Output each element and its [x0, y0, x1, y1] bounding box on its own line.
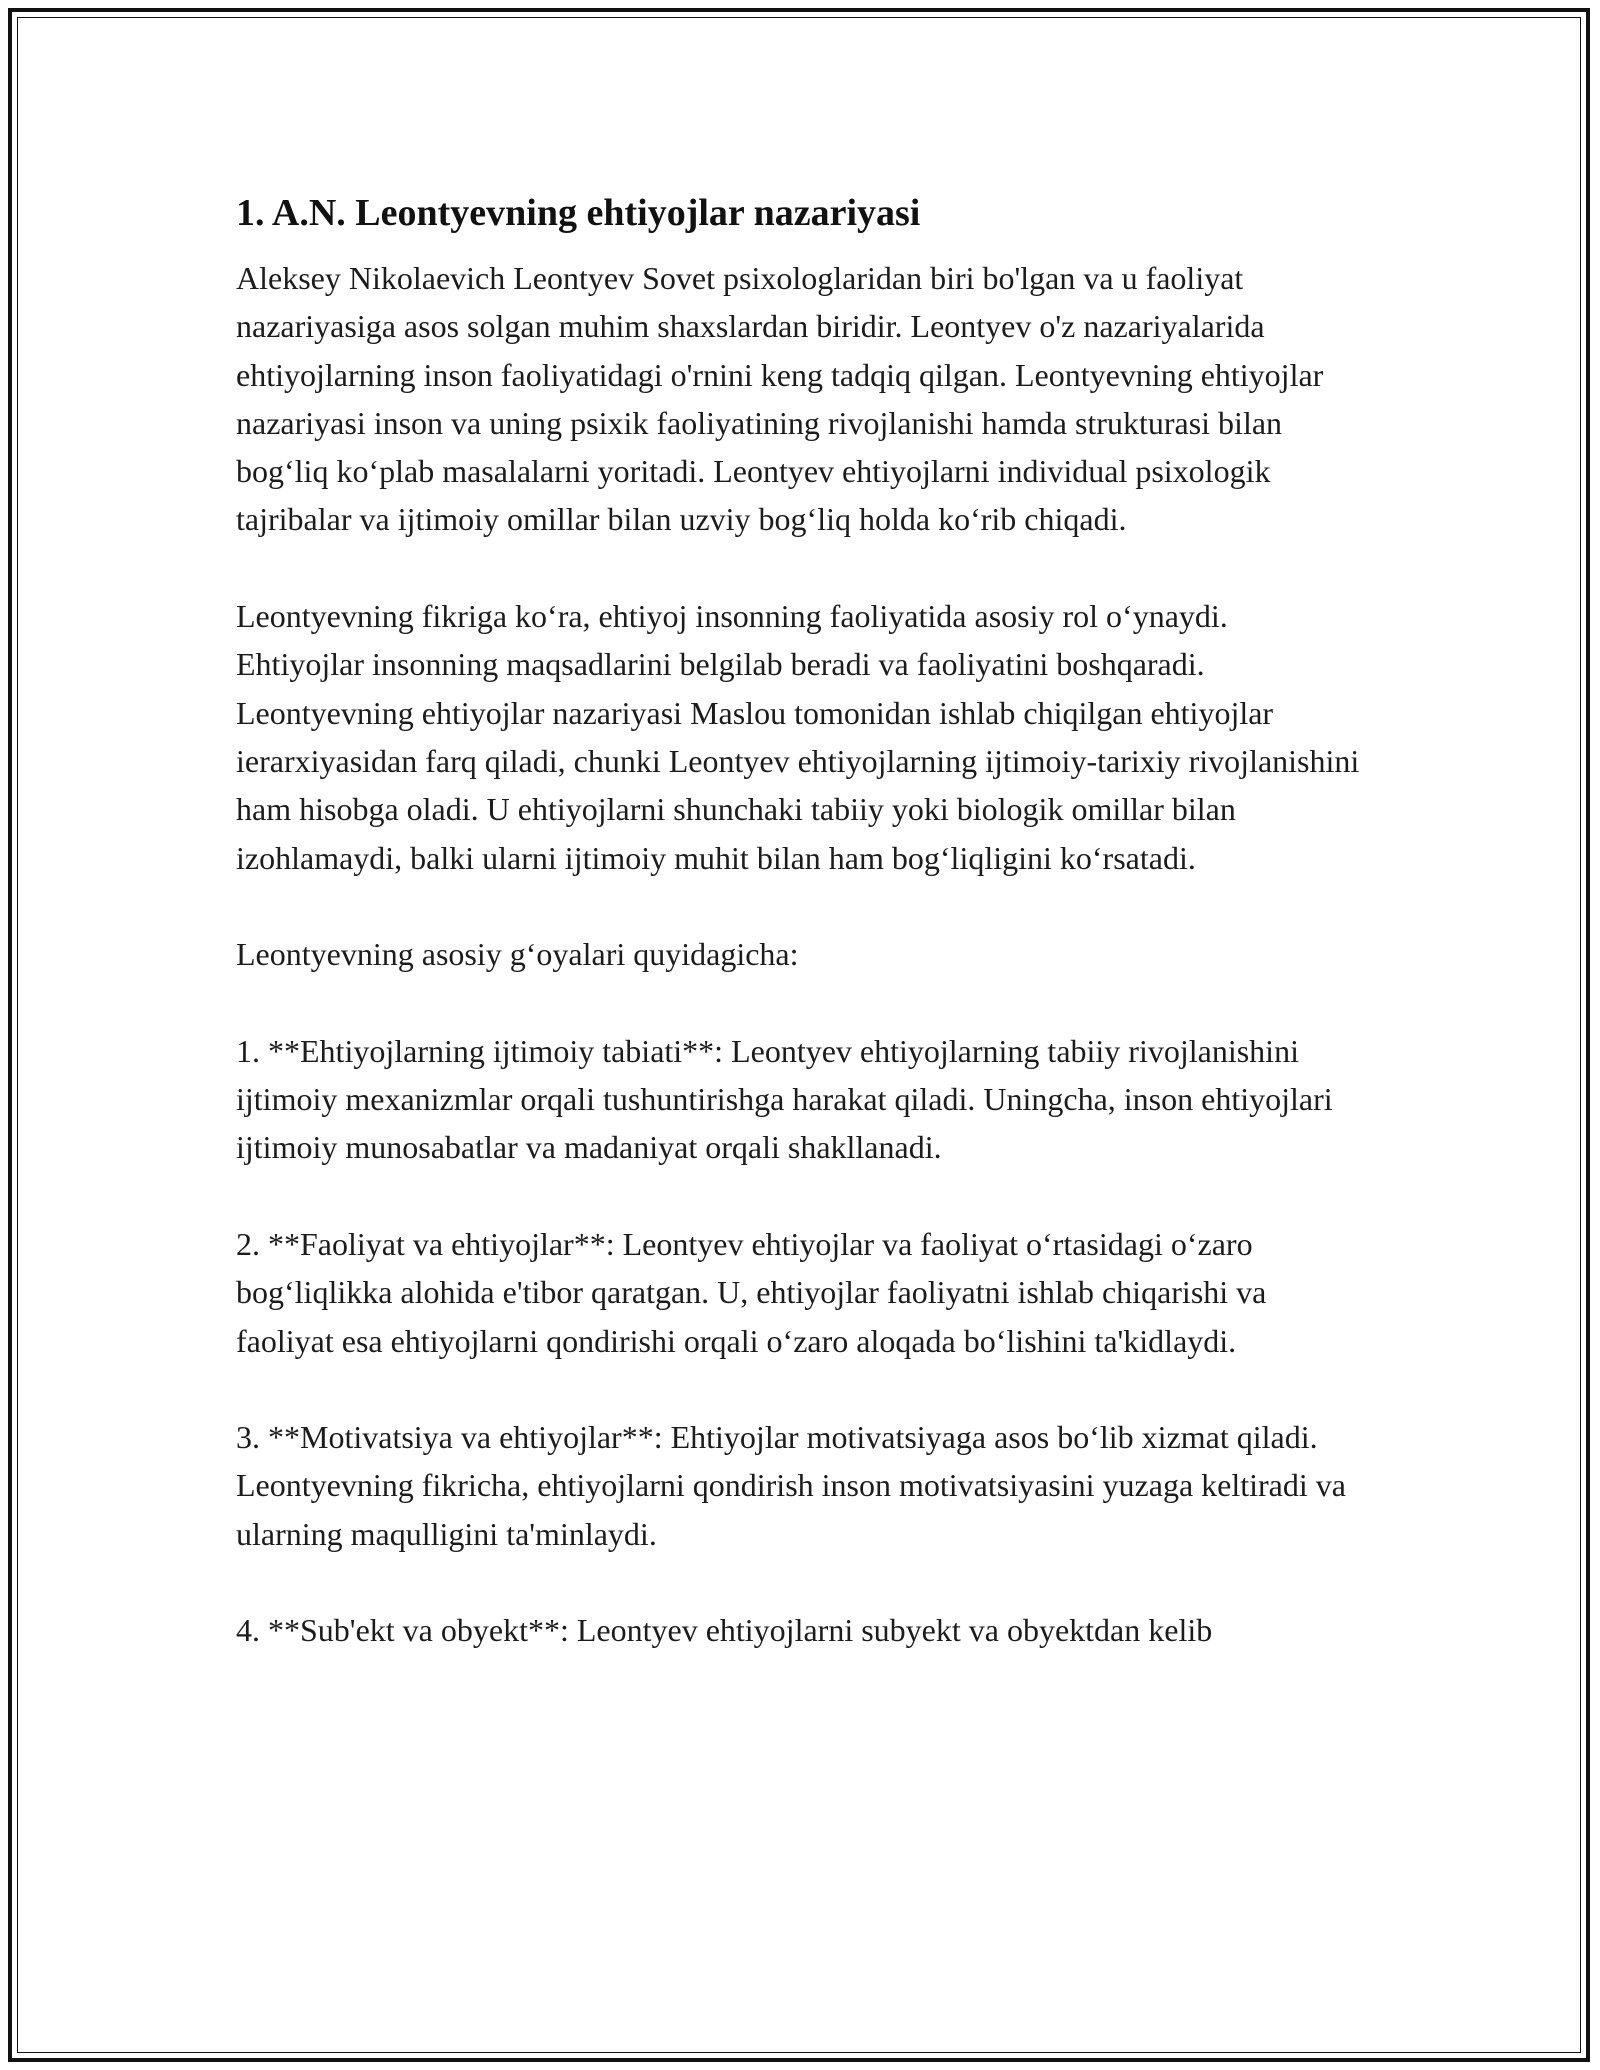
- paragraph-role-of-needs: Leontyevning fikriga ko‘ra, ehtiyoj insonning faoliyatida asosiy rol o‘ynaydi. Ehtiyojlar insonning maqsadlarini belgilab beradi va faoliyatini boshqaradi. Leontyevning ehtiyojlar nazariyasi Maslou tomonidan ishlab chiqilgan ehtiyojlar ierarxiyasidan farq qiladi, chunki Leontyev ehtiyojlarning ijtimoiy-tarixiy rivojlanishini ham hisobga oladi. U ehtiyojlarni shunchaki tabiiy yoki biologik omillar bilan izohlamaydi, balki ularni ijtimoiy muhit bilan ham bog‘liqligini ko‘rsatadi.: [236, 598, 1360, 876]
- document-body: [236, 186, 1362, 1655]
- list-item-social-nature: 1. **Ehtiyojlarning ijtimoiy tabiati**: Leontyev ehtiyojlarning tabiiy rivojlanishini ijtimoiy mexanizmlar orqali tushuntirishga harakat qiladi. Uningcha, inson ehtiyojlari ijtimoiy munosabatlar va madaniyat orqali shakllanadi.: [236, 1032, 1333, 1166]
- list-item-motivation-and-needs: 3. **Motivatsiya va ehtiyojlar**: Ehtiyojlar motivatsiyaga asos bo‘lib xizmat qiladi. Leontyevning fikricha, ehtiyojlarni qondirish inson motivatsiyasini yuzaga keltiradi va ularning maqulligini ta'minlaydi.: [236, 1419, 1346, 1552]
- section-heading: 1. A.N. Leontyevning ehtiyojlar nazariyasi: [236, 192, 921, 234]
- paragraph-intro: Aleksey Nikolaevich Leontyev Sovet psixologlaridan biri bo'lgan va u faoliyat nazariyasiga asos solgan muhim shaxslardan biridir. Leontyev o'z nazariyalarida ehtiyojlarning inson faoliyatidagi o'rnini keng tadqiq qilgan. Leontyevning ehtiyojlar nazariyasi inson va uning psixik faoliyatining rivojlanishi hamda strukturasi bilan bog‘liq ko‘plab masalalarni yoritadi. Leontyev ehtiyojlarni individual psixologik tajribalar va ijtimoiy omillar bilan uzviy bog‘liq holda ko‘rib chiqadi.: [236, 260, 1324, 538]
- paragraph-main-ideas-lead: Leontyevning asosiy g‘oyalari quyidagicha:: [236, 936, 799, 973]
- list-item-activity-and-needs: 2. **Faoliyat va ehtiyojlar**: Leontyev ehtiyojlar va faoliyat o‘rtasidagi o‘zaro bog‘liqlikka alohida e'tibor qaratgan. U, ehtiyojlar faoliyatni ishlab chiqarishi va faoliyat esa ehtiyojlarni qondirishi orqali o‘zaro aloqada bo‘lishini ta'kidlaydi.: [236, 1225, 1267, 1359]
- list-item-subject-and-object: 4. **Sub'ekt va obyekt**: Leontyev ehtiyojlarni subyekt va obyektdan kelib: [236, 1612, 1213, 1649]
